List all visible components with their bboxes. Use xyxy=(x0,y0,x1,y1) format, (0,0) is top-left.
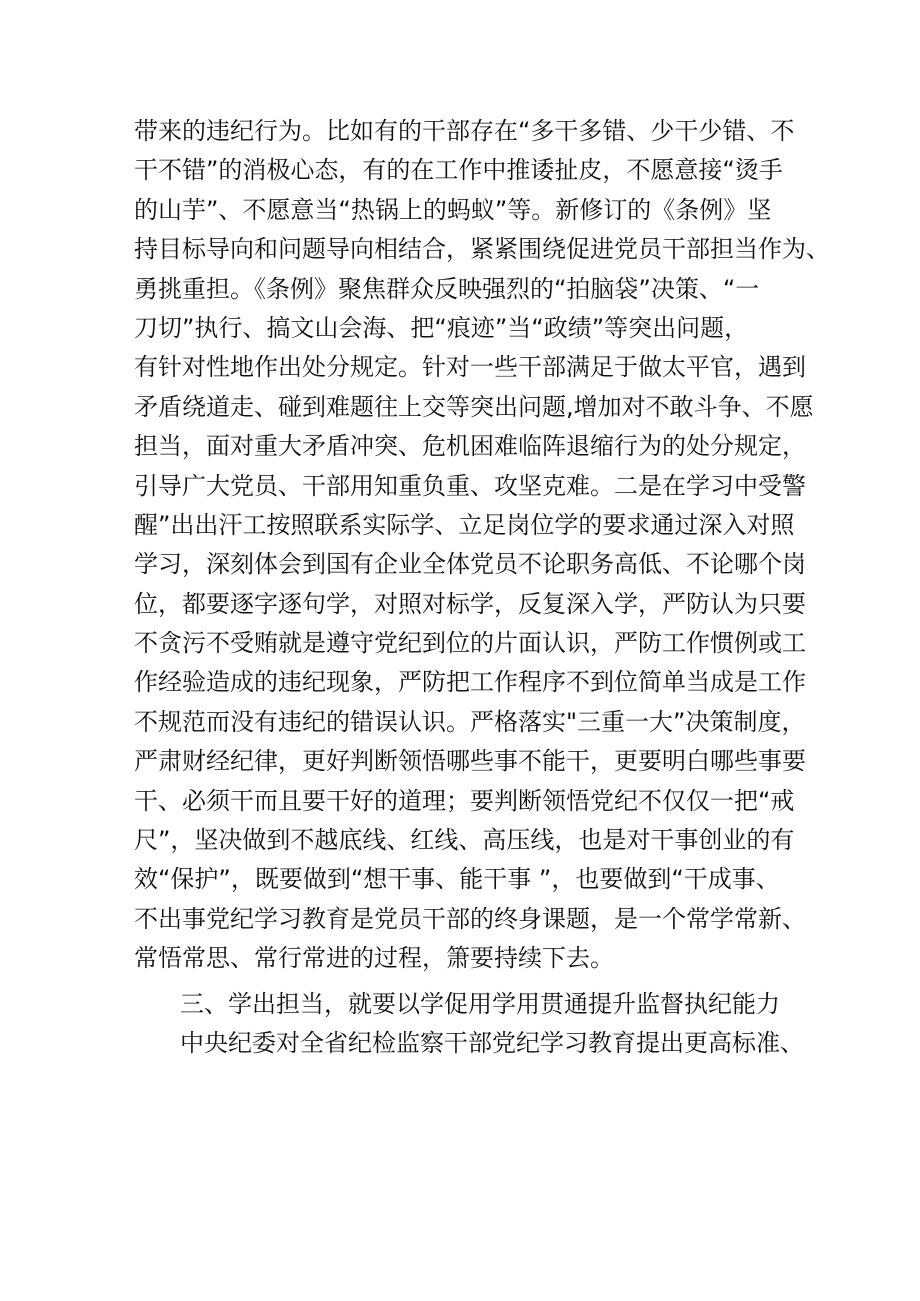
text-line: 常悟常思、常行常进的过程，箫要持续下去。 xyxy=(134,944,614,973)
text-line: 不贪污不受贿就是遵守党纪到位的片面认识，严防工作惯例或工 xyxy=(134,629,806,658)
text-line: 有针对性地作出处分规定。针对一些干部满足于做太平官，遇到 xyxy=(134,353,806,382)
text-line: 干不错”的消极心态，有的在工作中推诿扯皮，不愿意接“烫手 xyxy=(134,156,783,185)
paragraph-2 xyxy=(134,1024,804,1063)
text-line: 的山芋”、不愿意当“热锅上的蚂蚁”等。新修订的《条例》坚 xyxy=(134,195,772,224)
text-line: 矛盾绕道走、碰到难题往上交等突出问题,增加对不敢斗争、不愿 xyxy=(134,392,814,421)
section-heading: 三、学出担当，就要以学促用学用贯通提升监督执纪能力 xyxy=(180,989,780,1018)
text-line: 不出事党纪学习教育是党员干部的终身课题，是一个常学常新、 xyxy=(134,904,806,933)
text-line: 担当，面对重大矛盾冲突、危机困难临阵退缩行为的处分规定， xyxy=(134,432,806,461)
text-line: 学习，深刻体会到国有企业全体党员不论职务高低、不论哪个岗 xyxy=(134,550,806,579)
text-line: 勇挑重担。《条例》聚焦群众反映强烈的“拍脑袋”决策、“一 xyxy=(134,274,760,303)
paragraph-1 xyxy=(134,112,830,979)
text-line: 醒”出出汗工按照联系实际学、立足岗位学的要求通过深入对照 xyxy=(134,510,795,539)
text-line: 不规范而没有违纪的错误认识。严格落实"三重一大”决策制度， xyxy=(134,707,806,736)
text-line: 引导广大党员、干部用知重负重、攻坚克难。二是在学习中受警 xyxy=(134,471,806,500)
text-line: 刀切”执行、搞文山会海、把“痕迹”当“政绩”等突出问题， xyxy=(134,313,749,342)
text-line: 效“保护”，既要做到“想干事、能干事 ”，也要做到“干成事、 xyxy=(134,865,780,894)
text-line: 位，都要逐字逐句学，对照对标学，反复深入学，严防认为只要 xyxy=(134,589,806,618)
text-line: 中央纪委对全省纪检监察干部党纪学习教育提出更高标准、 xyxy=(180,1028,804,1057)
text-line: 尺”，坚决做到不越底线、红线、高压线，也是对干事创业的有 xyxy=(134,826,795,855)
text-line: 持目标导向和问题导向相结合，紧紧围绕促进党员干部担当作为、 xyxy=(134,235,830,264)
text-line: 作经验造成的违纪现象，严防把工作程序不到位简单当成是工作 xyxy=(134,668,806,697)
text-line: 干、必须干而且要干好的道理；要判断领悟党纪不仅仅一把“戒 xyxy=(134,786,795,815)
text-line: 带来的违纪行为。比如有的干部存在“多干多错、少干少错、不 xyxy=(134,117,795,145)
text-line: 严肃财经纪律，更好判断领悟哪些事不能干，更要明白哪些事要 xyxy=(134,747,806,776)
document-body xyxy=(134,112,830,1063)
